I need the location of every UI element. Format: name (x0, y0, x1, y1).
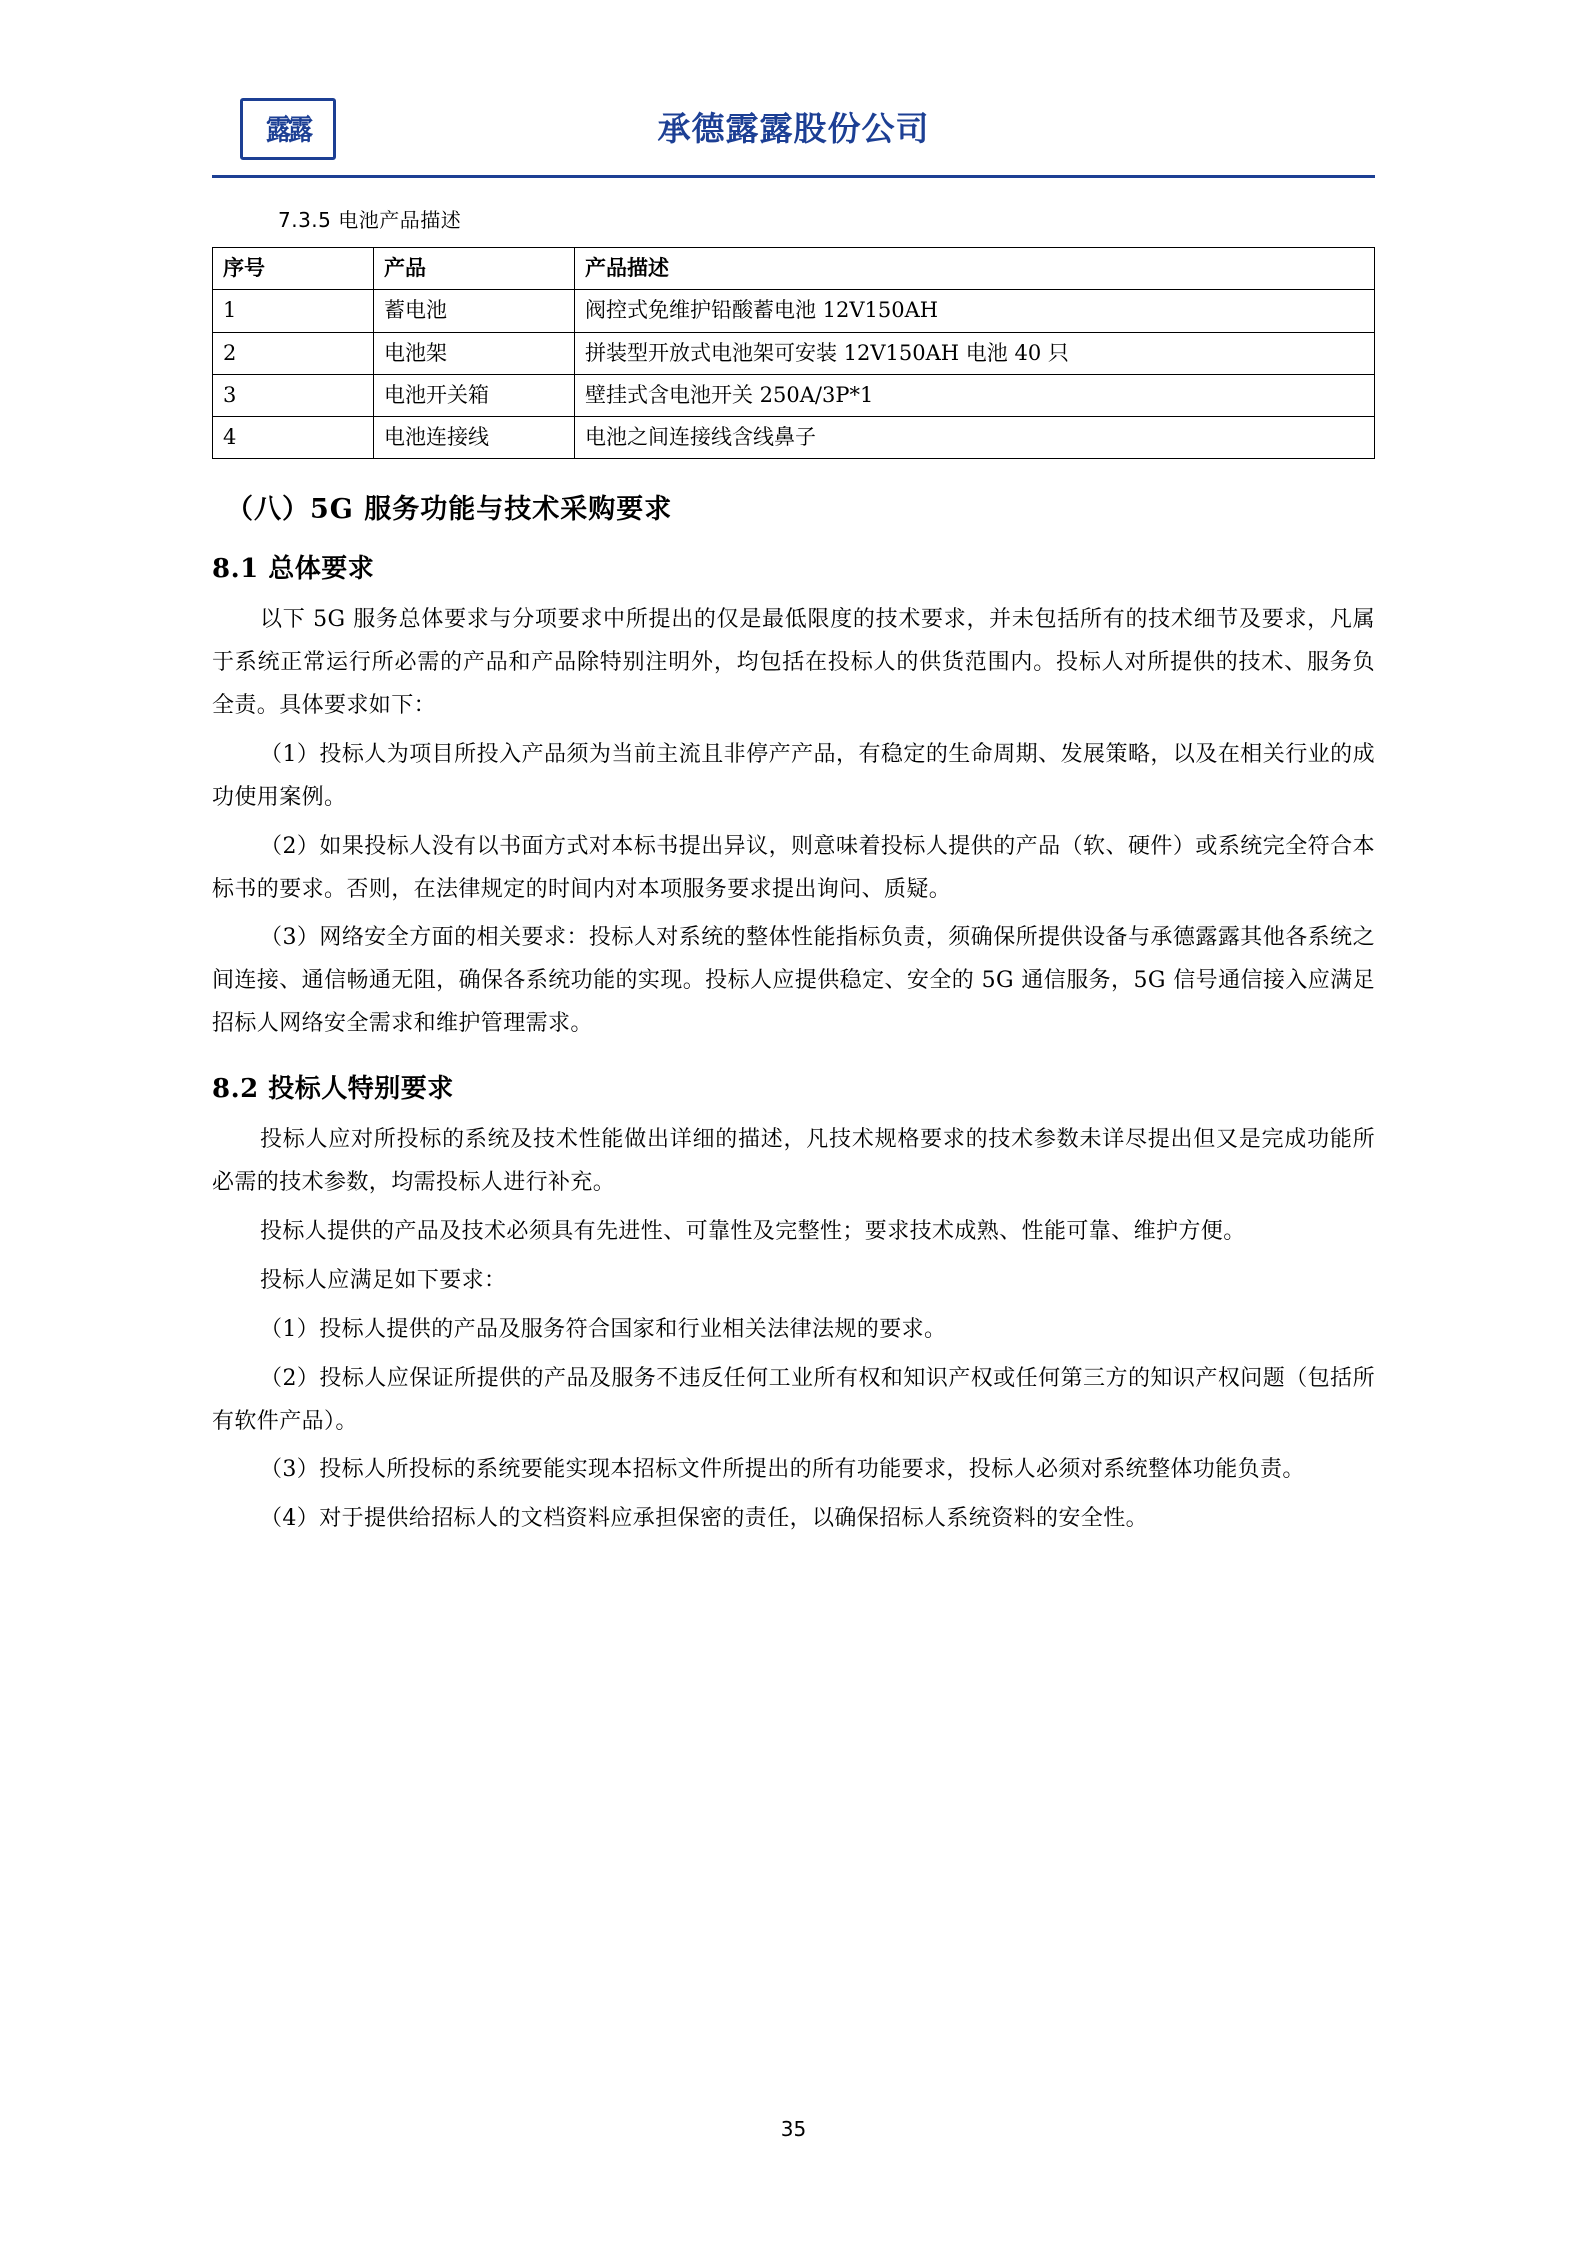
paragraph: 投标人应满足如下要求： (260, 1267, 507, 1293)
document-content (212, 182, 1375, 1541)
section-heading-8-1: 8.1 总体要求 (212, 554, 375, 585)
table-cell-description: 阀控式免维护铅酸蓄电池 12V150AH (575, 290, 1375, 332)
table-row (213, 290, 1375, 332)
table-cell-description: 电池之间连接线含线鼻子 (575, 417, 1375, 459)
table-header-row (213, 248, 1375, 290)
table-row (213, 374, 1375, 416)
table-header-cell-description: 产品描述 (575, 248, 1375, 290)
table-header-cell-no: 序号 (213, 248, 374, 290)
paragraph: （3）投标人所投标的系统要能实现本招标文件所提出的所有功能要求，投标人必须对系统整体功能负责。 (260, 1457, 1305, 1483)
table-cell-product: 电池开关箱 (374, 374, 575, 416)
table-cell-description: 壁挂式含电池开关 250A/3P*1 (575, 374, 1375, 416)
table-header-cell-product: 产品 (374, 248, 575, 290)
company-logo (240, 98, 336, 160)
table-row (213, 332, 1375, 374)
paragraph: （4）对于提供给招标人的文档资料应承担保密的责任，以确保招标人系统资料的安全性。 (260, 1506, 1148, 1532)
paragraph: （2）如果投标人没有以书面方式对本标书提出异议，则意味着投标人提供的产品（软、硬件）或系统完全符合本标书的要求。否则，在法律规定的时间内对本项服务要求提出询问、质疑。 (212, 833, 1375, 902)
table-cell-description: 拼装型开放式电池架可安装 12V150AH 电池 40 只 (575, 332, 1375, 374)
paragraph: （3）网络安全方面的相关要求：投标人对系统的整体性能指标负责，须确保所提供设备与承德露露其他各系统之间连接、通信畅通无阻，确保各系统功能的实现。投标人应提供稳定、安全的 5G 通信服务，5G 信号通信接入应满足招标人网络安全需求和维护管理需求。 (212, 925, 1375, 1037)
section-label: 7.3.5 电池产品描述 (278, 208, 462, 232)
paragraph: 投标人提供的产品及技术必须具有先进性、可靠性及完整性；要求技术成熟、性能可靠、维护方便。 (260, 1218, 1246, 1244)
company-logo-text: 露露 (265, 112, 310, 146)
paragraph: （2）投标人应保证所提供的产品及服务不违反任何工业所有权和知识产权或任何第三方的知识产权问题（包括所有软件产品）。 (212, 1365, 1375, 1434)
table-cell-no: 2 (213, 332, 374, 374)
paragraph: 投标人应对所投标的系统及技术性能做出详细的描述，凡技术规格要求的技术参数未详尽提出但又是完成功能所必需的技术参数，均需投标人进行补充。 (212, 1127, 1375, 1196)
table-cell-no: 3 (213, 374, 374, 416)
company-title: 承德露露股份公司 (657, 109, 930, 148)
table-cell-no: 4 (213, 417, 374, 459)
page-number: 35 (780, 2117, 807, 2141)
document-header (212, 96, 1375, 182)
table-cell-product: 电池连接线 (374, 417, 575, 459)
table-cell-no: 1 (213, 290, 374, 332)
paragraph: （1）投标人为项目所投入产品须为当前主流且非停产产品，有稳定的生命周期、发展策略，以及在相关行业的成功使用案例。 (212, 741, 1375, 810)
header-divider (212, 175, 1375, 178)
table-cell-product: 蓄电池 (374, 290, 575, 332)
battery-product-table (212, 247, 1375, 459)
table-cell-product: 电池架 (374, 332, 575, 374)
chapter-heading: （八）5G 服务功能与技术采购要求 (226, 494, 673, 526)
paragraph: （1）投标人提供的产品及服务符合国家和行业相关法律法规的要求。 (260, 1316, 947, 1342)
section-heading-8-2: 8.2 投标人特别要求 (212, 1074, 454, 1105)
table-row (213, 417, 1375, 459)
paragraph: 以下 5G 服务总体要求与分项要求中所提出的仅是最低限度的技术要求，并未包括所有的技术细节及要求，凡属于系统正常运行所必需的产品和产品除特别注明外，均包括在投标人的供货范围内。投标人对所提供的技术、服务负全责。具体要求如下： (212, 607, 1375, 719)
